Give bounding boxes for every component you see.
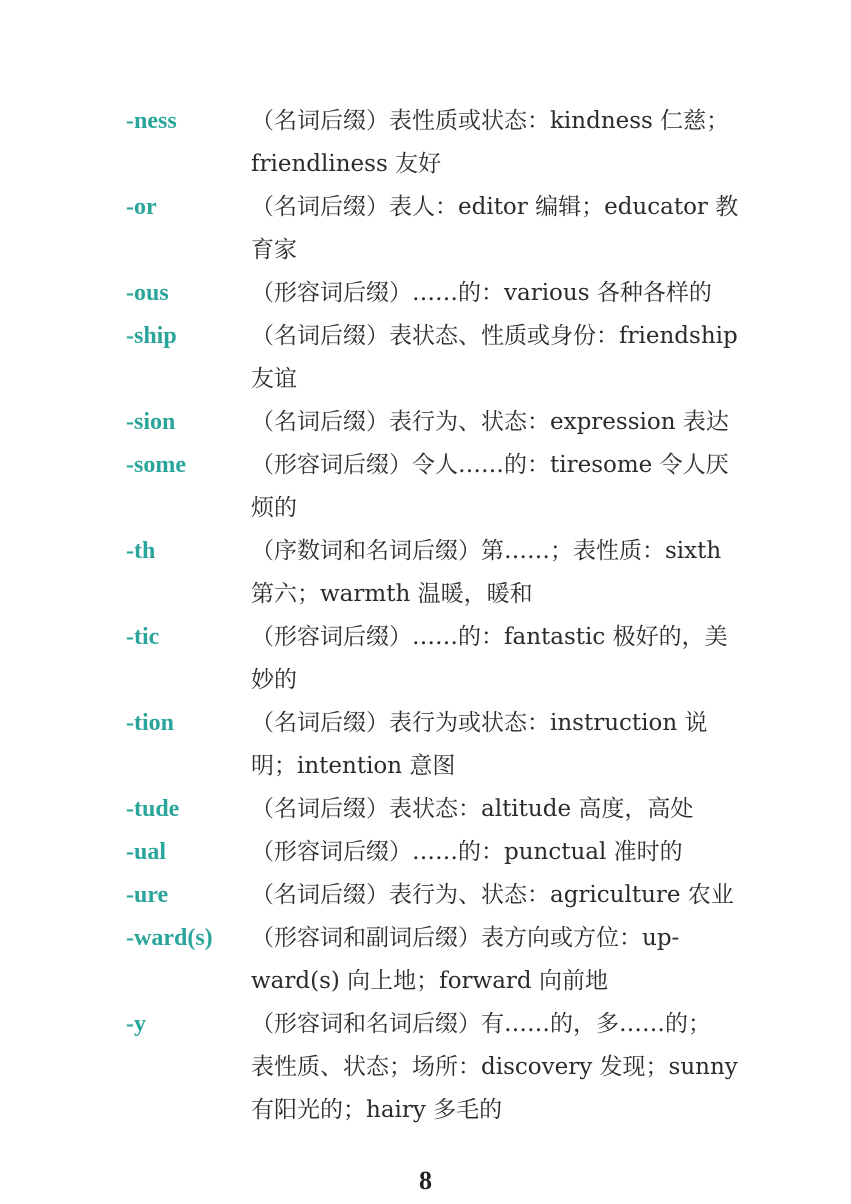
suffix-definition [251,616,726,702]
suffix-term: -ure [126,882,169,908]
suffix-term: -tion [126,710,174,736]
suffix-definition [251,186,739,272]
definition-line: （名词后缀）表人：editor 编辑；educator 教 [251,194,739,220]
definition-line: （名词后缀）表性质或状态：kindness 仁慈； [251,108,730,134]
suffix-definition [251,315,738,401]
suffix-term: -ual [126,839,167,865]
entry-wards [0,917,851,1003]
definition-line: （序数词和名词后缀）第……；表性质：sixth [251,538,722,564]
suffix-definition [251,917,726,1003]
suffix-term: -th [126,538,156,564]
definition-line: 妙的 [251,667,297,693]
entry-y [0,1003,851,1132]
definition-line: （名词后缀）表行为、状态：expression 表达 [251,409,729,435]
definition-line: 烦的 [251,495,297,521]
suffix-term: -ship [126,323,177,349]
definition-line: （形容词后缀）……的：various 各种各样的 [251,280,712,306]
entry-ual [0,831,851,874]
suffix-definition [251,530,726,616]
suffix-definition [251,874,734,917]
definition-line: friendliness 友好 [251,151,442,177]
suffix-definition [251,272,726,315]
suffix-definition [251,100,730,186]
suffix-definition [251,702,726,788]
definition-line: 友谊 [251,366,297,392]
definition-line: （形容词后缀）令人……的：tiresome 令人厌 [251,452,729,478]
definition-line: （形容词和名词后缀）有……的，多……的； [251,1011,711,1037]
definition-line: （名词后缀）表状态、性质或身份：friendship [251,323,738,349]
entry-th [0,530,851,616]
definition-line: 第六；warmth 温暖，暖和 [251,581,533,607]
suffix-definition [251,788,726,831]
definition-line: （形容词和副词后缀）表方向或方位：up- [251,925,680,951]
suffix-term: -ness [126,108,177,134]
entry-ship [0,315,851,401]
definition-line: （名词后缀）表状态：altitude 高度，高处 [251,796,694,822]
page-number: 8 [419,1166,432,1195]
definition-line: （名词后缀）表行为或状态：instruction 说 [251,710,708,736]
definition-line: 明；intention 意图 [251,753,456,779]
suffix-definition [251,444,729,530]
suffix-list [0,100,851,1132]
entry-some [0,444,851,530]
suffix-term: -y [126,1011,146,1037]
suffix-term: -ous [126,280,169,306]
suffix-definition [251,831,726,874]
suffix-term: -some [126,452,186,478]
definition-line: （形容词后缀）……的：fantastic 极好的，美 [251,624,728,650]
entry-ness [0,100,851,186]
entry-tic [0,616,851,702]
definition-line: （名词后缀）表行为、状态：agriculture 农业 [251,882,734,908]
entry-or [0,186,851,272]
definition-line: ward(s) 向上地；forward 向前地 [251,968,608,994]
suffix-definition [251,401,729,444]
definition-line: （形容词后缀）……的：punctual 准时的 [251,839,683,865]
entry-ure [0,874,851,917]
suffix-definition [251,1003,738,1132]
suffix-term: -tic [126,624,160,650]
suffix-term: -or [126,194,157,220]
definition-line: 有阳光的；hairy 多毛的 [251,1097,503,1123]
entry-ous [0,272,851,315]
entry-tion [0,702,851,788]
suffix-term: -ward(s) [126,925,213,951]
suffix-term: -tude [126,796,180,822]
definition-line: 表性质、状态；场所：discovery 发现；sunny [251,1054,738,1080]
entry-sion [0,401,851,444]
suffix-term: -sion [126,409,176,435]
entry-tude [0,788,851,831]
definition-line: 育家 [251,237,297,263]
